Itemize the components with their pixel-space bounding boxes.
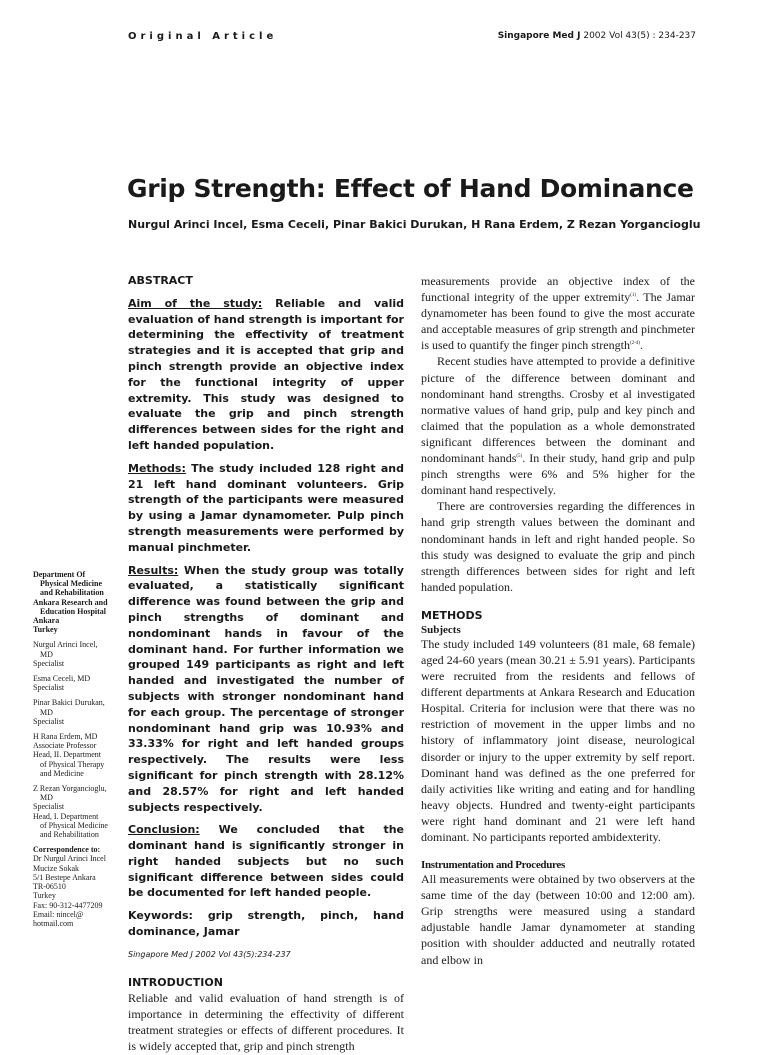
abstract-keywords: Keywords: grip strength, pinch, hand dominance, Jamar bbox=[128, 909, 404, 939]
introduction-paragraph-3: There are controversies regarding the differences in hand grip strength values between the dominant and nondominant hands in left and right handed people. So this study was designed to evaluate the grip and pinch strength differences between sides for right and left handed population. bbox=[421, 499, 695, 594]
body-column-right bbox=[421, 273, 695, 968]
journal-name: Singapore Med J bbox=[497, 31, 581, 41]
instrumentation-heading: Instrumentation and Procedures bbox=[421, 859, 565, 872]
reference-5[interactable]: (5) bbox=[516, 454, 523, 460]
introduction-heading: INTRODUCTION bbox=[128, 975, 223, 989]
affiliation-block: Department Of Physical Medicine and Rehabilitation Ankara Research and Education Hospital Ankara Turkey bbox=[33, 570, 108, 635]
correspondence-block: Correspondence to: Dr Nurgul Arinci Incel Mucize Sokak 5/1 Bestepe Ankara TR-06510 Turkey Fax: 90-312-4477209 Email: nincel@ hotmail.com bbox=[33, 845, 106, 928]
introduction-paragraph-2: Recent studies have attempted to provide a definitive picture of the difference between dominant and nondominant hand strengths. Crosby et al investigated normative values of hand grip, pulp and key pinch and claimed that the population as a whole demonstrated significant differences between the dominant and nondominant hands$^{(5)}$. In their study, hand grip and pulp pinch strengths were 6% and 5% higher for the dominant hand respectively. bbox=[421, 354, 696, 498]
author-affil-3: Pinar Bakici Durukan, MD Specialist bbox=[33, 698, 105, 726]
author-affil-2: Esma Ceceli, MD Specialist bbox=[33, 674, 91, 693]
introduction-continued: measurements provide an objective index of the functional integrity of the upper extremity$^{(1)}$. The Jamar dynamometer has been found to give the most accurate and acceptable measures of grip strength and pinchmeter is used to quantify the finger pinch strength$^{(2-4)}$. bbox=[421, 274, 695, 353]
journal-citation bbox=[498, 31, 696, 41]
abstract-results: Results: When the study group was totally evaluated, a statistically significant difference was found between the grip and pinch strengths of dominant and nondominant hands in favour of the dominant hand. For further information we grouped 149 participants as right and left handed and investigated the number of subjects with stronger nondominant hand for each group. The percentage of stronger nondominant hand grip was 10.93% and 33.33% for right and left handed groups respectively. The results were less significant for pinch strength with 28.12% and 28.57% for right and left handed subjects respectively. bbox=[128, 563, 404, 814]
introduction-paragraph: Reliable and valid evaluation of hand strength is of importance in determining the effectivity of different treatment strategies or effects of different procedures. It is widely accepted that, grip and pinch strength bbox=[128, 991, 404, 1053]
methods-heading: METHODS bbox=[421, 608, 483, 622]
subjects-paragraph: The study included 149 volunteers (81 male, 68 female) aged 24-60 years (mean 30.21 ± 5.91 years). Participants were recruited from the residents and fellows of different departments at Ankara Research and Education Hospital. Criteria for inclusion were that there was no restriction of movement in the upper limbs and no history of inflammatory joint disease, neurological disorder or injury to the upper extremity by self report. Dominant hand was defined as the one preferred for daily activities like writing and eating and for handling heavy objects. Hundred and twenty-eight participants were right hand dominant and 21 were left hand dominant. No participants reported ambidexterity. bbox=[421, 636, 695, 844]
abstract-heading: ABSTRACT bbox=[128, 274, 193, 287]
abstract-citation: Singapore Med J 2002 Vol 43(5):234-237 bbox=[128, 949, 291, 959]
author-affil-4: H Rana Erdem, MD Associate Professor Head, II. Department of Physical Therapy and Medicine bbox=[33, 732, 105, 778]
author-affil-5: Z Rezan Yorgancioglu, MD Specialist Head, I. Department of Physical Medicine and Rehabilitation bbox=[33, 784, 108, 840]
abstract-conclusion: Conclusion: We concluded that the dominant hand is significantly stronger in right handed subjects but no such significant difference between sides could be documented for left handed people. bbox=[128, 823, 404, 900]
journal-volume: 2002 Vol 43(5) : 234-237 bbox=[583, 31, 696, 41]
author-list: Nurgul Arinci Incel, Esma Ceceli, Pinar Bakici Durukan, H Rana Erdem, Z Rezan Yorgancioglu bbox=[128, 218, 701, 231]
section-label: Original Article bbox=[128, 31, 278, 42]
affiliation-sidebar bbox=[33, 570, 121, 934]
abstract-column bbox=[128, 273, 404, 1055]
abstract-aim: Aim of the study: Reliable and valid evaluation of hand strength is important for determining the effectivity of treatment strategies and it is accepted that grip and pinch strength provide an objective index for the functional integrity of upper extremity. This study was designed to evaluate the grip and pinch strength differences between sides for the right and left handed population. bbox=[128, 296, 404, 452]
abstract-methods: Methods: The study included 128 right and 21 left hand dominant volunteers. Grip strength of the participants were measured by using a Jamar dynamometer. Pulp pinch strength measurements were performed by manual pinchmeter. bbox=[128, 461, 404, 554]
reference-1[interactable]: (1) bbox=[630, 293, 637, 299]
author-affil-1: Nurgul Arinci Incel, MD Specialist bbox=[33, 640, 98, 668]
article-title: Grip Strength: Effect of Hand Dominance bbox=[127, 174, 694, 203]
subjects-heading: Subjects bbox=[421, 623, 461, 636]
reference-2-4[interactable]: (2-4) bbox=[629, 341, 640, 347]
instrumentation-paragraph: All measurements were obtained by two observers at the same time of the day (between 10:00 and 12:00 am). Grip strengths were measured using a standard adjustable handle Jamar dynamometer at standing position with shoulder adducted and neutrally rotated and elbow in bbox=[421, 872, 695, 967]
